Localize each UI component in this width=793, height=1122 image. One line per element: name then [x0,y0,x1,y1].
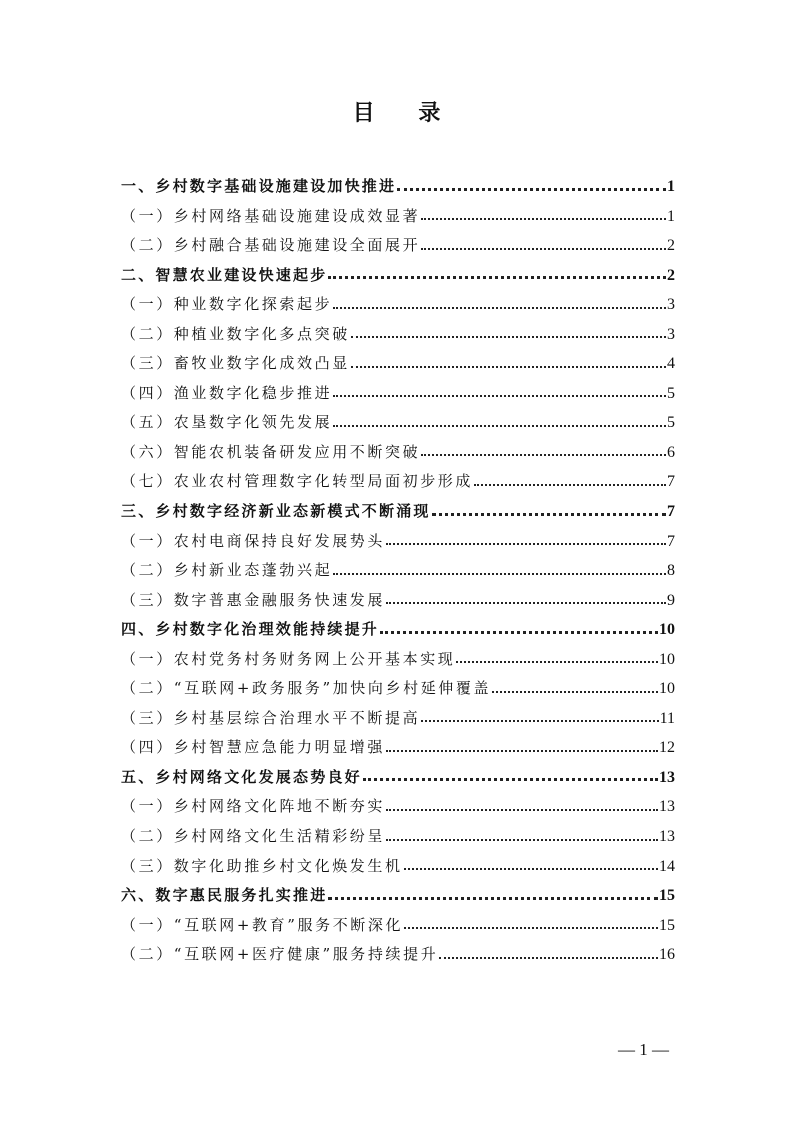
toc-entry-label: （三）数字化助推乡村文化焕发生机 [121,856,403,875]
dot-leader [474,484,666,486]
dot-leader [439,957,658,959]
toc-entry-page-number: 1 [667,207,675,225]
dot-leader [456,661,658,663]
dot-leader [333,573,666,575]
toc-entry-page-number: 15 [659,887,675,905]
toc-entry-label: 五、乡村网络文化发展态势良好 [121,767,362,786]
toc-section-entry[interactable] [121,940,675,970]
page-title: 目 录 [352,101,459,126]
dot-leader [421,248,666,250]
toc-section-entry[interactable] [121,733,675,763]
toc-section-entry[interactable] [121,438,675,468]
toc-entry-label: （三）畜牧业数字化成效凸显 [121,354,350,373]
dot-leader [421,720,658,722]
toc-section-entry[interactable] [121,911,675,941]
toc-section-entry[interactable] [121,527,675,557]
toc-entry-page-number: 2 [667,237,675,255]
toc-section-entry[interactable] [121,674,675,704]
dot-leader [386,543,666,545]
toc-section-entry[interactable] [121,822,675,852]
toc-entry-page-number: 7 [667,503,675,521]
page-number: — 1 — [618,1040,669,1059]
dot-leader [404,927,658,929]
toc-entry-label: 六、数字惠民服务扎实推进 [121,886,328,905]
toc-section-entry[interactable] [121,320,675,350]
toc-entry-page-number: 2 [667,266,675,284]
toc-entry-page-number: 7 [667,532,675,550]
dot-leader [333,395,666,397]
toc-entry-label: （三）数字普惠金融服务快速发展 [121,590,386,609]
toc-section-entry[interactable] [121,290,675,320]
toc-entry-label: （六）智能农机装备研发应用不断突破 [121,442,421,461]
toc-entry-page-number: 10 [659,650,675,668]
toc-entry-label: （二）“互联网+医疗健康”服务持续提升 [121,945,439,964]
toc-section-entry[interactable] [121,852,675,882]
toc-entry-label: （二）种植业数字化多点突破 [121,324,350,343]
toc-entry-page-number: 10 [659,621,675,639]
dot-leader [380,631,658,634]
toc-entry-label: （一）农村电商保持良好发展势头 [121,531,386,550]
toc-entry-label: （七）农业农村管理数字化转型局面初步形成 [121,472,474,491]
toc-section-entry[interactable] [121,202,675,232]
toc-entry-page-number: 9 [667,591,675,609]
toc-entry-label: （一）乡村网络基础设施建设成效显著 [121,206,421,225]
toc-chapter-entry[interactable] [121,261,675,291]
dot-leader [386,839,658,841]
toc-entry-label: （四）渔业数字化稳步推进 [121,383,333,402]
dot-leader [328,276,666,279]
toc-entry-label: （二）乡村融合基础设施建设全面展开 [121,236,421,255]
toc-entry-page-number: 4 [667,355,675,373]
dot-leader [328,897,658,900]
dot-leader [404,868,658,870]
table-of-contents [121,172,675,970]
toc-section-entry[interactable] [121,792,675,822]
dot-leader [351,366,666,368]
toc-entry-label: （一）农村党务村务财务网上公开基本实现 [121,649,456,668]
toc-entry-label: （五）农垦数字化领先发展 [121,413,333,432]
toc-entry-page-number: 3 [667,325,675,343]
toc-entry-page-number: 8 [667,562,675,580]
toc-section-entry[interactable] [121,467,675,497]
toc-chapter-entry[interactable] [121,763,675,793]
toc-entry-label: 一、乡村数字基础设施建设加快推进 [121,177,397,195]
toc-entry-label: 二、智慧农业建设快速起步 [121,265,328,284]
toc-entry-page-number: 16 [659,946,675,964]
toc-entry-page-number: 12 [659,739,675,757]
dot-leader [333,307,666,309]
toc-entry-page-number: 13 [659,828,675,846]
toc-entry-label: （一）乡村网络文化阵地不断夯实 [121,797,386,816]
toc-entry-page-number: 10 [659,680,675,698]
toc-section-entry[interactable] [121,586,675,616]
toc-section-entry[interactable] [121,704,675,734]
toc-entry-page-number: 7 [667,473,675,491]
dot-leader [421,454,666,456]
dot-leader [386,602,666,604]
toc-entry-label: （二）乡村新业态蓬勃兴起 [121,561,333,580]
toc-entry-label: （三）乡村基层综合治理水平不断提高 [121,708,421,727]
toc-section-entry[interactable] [121,349,675,379]
toc-section-entry[interactable] [121,379,675,409]
toc-entry-page-number: 13 [659,768,675,786]
dot-leader [397,188,666,191]
toc-entry-page-number: 5 [667,414,675,432]
dot-leader [432,513,666,516]
toc-chapter-entry[interactable] [121,615,675,645]
toc-entry-label: （一）“互联网+教育”服务不断深化 [121,915,404,934]
toc-entry-page-number: 15 [659,916,675,934]
dot-leader [386,750,658,752]
dot-leader [351,336,666,338]
toc-section-entry[interactable] [121,645,675,675]
toc-entry-label: 四、乡村数字化治理效能持续提升 [121,620,380,639]
toc-entry-page-number: 13 [659,798,675,816]
toc-chapter-entry[interactable] [121,497,675,527]
dot-leader [421,218,666,220]
toc-entry-page-number: 11 [659,709,675,727]
toc-entry-label: （二）“互联网+政务服务”加快向乡村延伸覆盖 [121,679,492,698]
toc-entry-label: 三、乡村数字经济新业态新模式不断涌现 [121,502,431,521]
dot-leader [386,809,658,811]
toc-section-entry[interactable] [121,231,675,261]
toc-entry-page-number: 5 [667,384,675,402]
toc-chapter-entry[interactable] [121,881,675,911]
toc-section-entry[interactable] [121,556,675,586]
toc-entry-label: （四）乡村智慧应急能力明显增强 [121,738,386,757]
toc-section-entry[interactable] [121,408,675,438]
dot-leader [333,425,666,427]
toc-entry-page-number: 3 [667,296,675,314]
toc-entry-page-number: 14 [659,857,675,875]
dot-leader [492,691,658,693]
toc-chapter-entry[interactable] [121,172,675,202]
toc-entry-label: （二）乡村网络文化生活精彩纷呈 [121,827,386,846]
toc-entry-page-number: 6 [667,443,675,461]
toc-entry-page-number: 1 [667,178,675,195]
dot-leader [363,778,658,781]
toc-entry-label: （一）种业数字化探索起步 [121,295,333,314]
